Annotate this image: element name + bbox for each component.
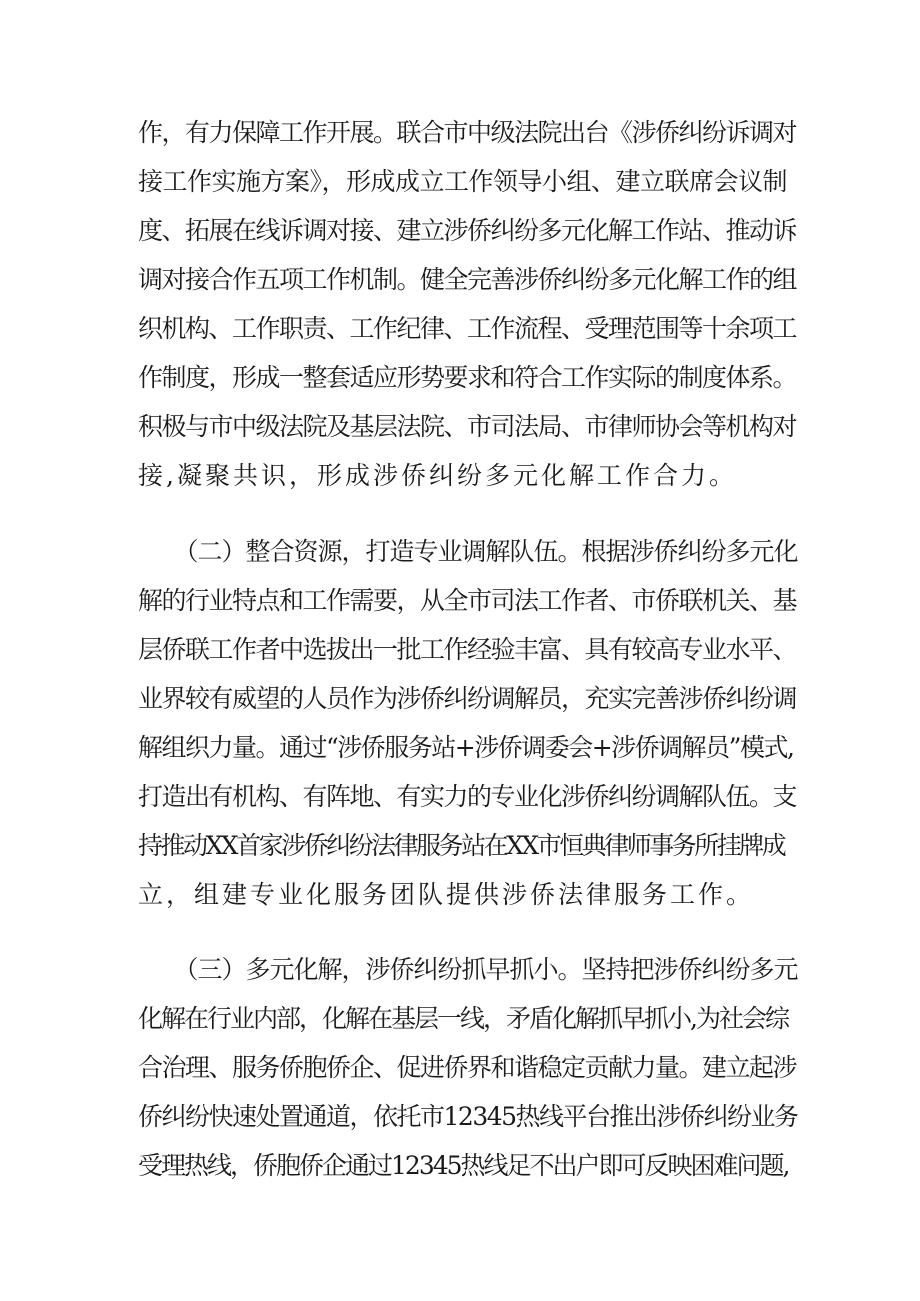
text-line: 合治理、服务侨胞侨企、促进侨界和谐稳定贡献力量。建立起涉 <box>138 1053 797 1082</box>
text-line: 接,凝聚共识，形成涉侨纠纷多元化解工作合力。 <box>138 461 737 490</box>
text-line: 度、拓展在线诉调对接、建立涉侨纠纷多元化解工作站、推动诉 <box>138 216 797 245</box>
text-line: 打造出有机构、有阵地、有实力的专业化涉侨纠纷调解队伍。支 <box>138 782 797 811</box>
text-line: 织机构、工作职责、工作纪律、工作流程、受理范围等十余项工 <box>138 314 797 343</box>
text-line: 侨纠纷快速处置通道，依托市12345热线平台推出涉侨纠纷业务 <box>138 1102 798 1131</box>
text-line: 立，组建专业化服务团队提供涉侨法律服务工作。 <box>138 880 755 909</box>
text-line: 作制度，形成一整套适应形势要求和符合工作实际的制度体系。 <box>138 363 797 392</box>
text-line: 调对接合作五项工作机制。健全完善涉侨纠纷多元化解工作的组 <box>138 265 797 294</box>
text-line: 受理热线，侨胞侨企通过12345热线足不出户即可反映困难问题, <box>138 1151 789 1180</box>
paragraph-1 <box>138 108 797 500</box>
text-line: 积极与市中级法院及基层法院、市司法局、市律师协会等机构对 <box>138 412 797 441</box>
text-line: 化解在行业内部，化解在基层一线，矛盾化解抓早抓小,为社会综 <box>138 1004 788 1033</box>
text-line: 业界较有威望的人员作为涉侨纠纷调解员，充实完善涉侨纠纷调 <box>138 684 797 713</box>
text-line: 持推动XX首家涉侨纠纷法律服务站在XX市恒典律师事务所挂牌成 <box>138 831 785 860</box>
text-line: 接工作实施方案》，形成成立工作领导小组、建立联席会议制 <box>138 167 788 196</box>
text-line: （二）整合资源，打造专业调解队伍。根据涉侨纠纷多元化 <box>138 537 798 566</box>
text-line: 层侨联工作者中选拔出一批工作经验丰富、具有较高专业水平、 <box>138 635 797 664</box>
paragraph-3 <box>138 945 798 1190</box>
paragraph-2 <box>138 527 798 919</box>
text-line: 解组织力量。通过“涉侨服务站+涉侨调委会+涉侨调解员”模式, <box>138 733 794 762</box>
text-line: 解的行业特点和工作需要，从全市司法工作者、市侨联机关、基 <box>138 586 797 615</box>
text-line: （三）多元化解，涉侨纠纷抓早抓小。坚持把涉侨纠纷多元 <box>138 955 798 984</box>
text-line: 作，有力保障工作开展。联合市中级法院出台《涉侨纠纷诉调对 <box>138 118 797 147</box>
